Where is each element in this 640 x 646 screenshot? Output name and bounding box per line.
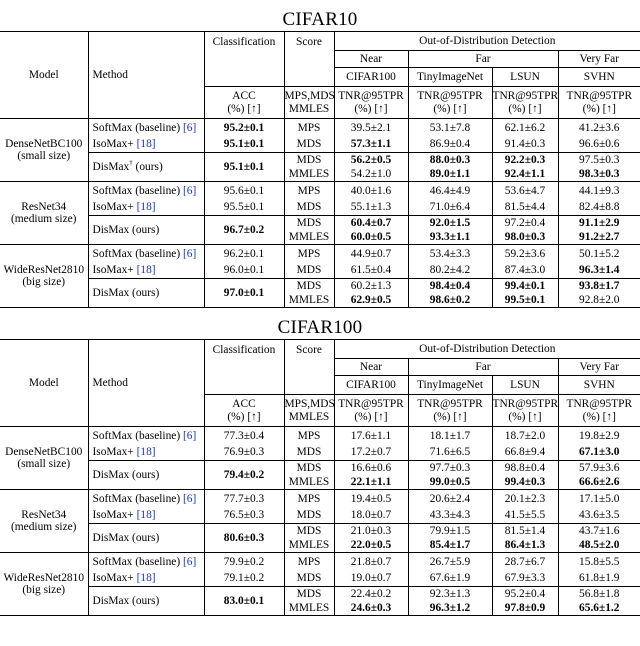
citation-link[interactable]: [6]: [183, 185, 196, 197]
table-row: [0, 570, 640, 587]
value-cell: 93.3±1.1: [408, 230, 492, 245]
results-table-block: [0, 9, 640, 308]
value-cell: 66.8±9.4: [492, 444, 558, 461]
score-sub-label: MPS,MDS: [285, 398, 334, 411]
results-table-block: [0, 317, 640, 616]
table-row: [0, 461, 640, 476]
value-cell: 88.0±0.3: [408, 153, 492, 168]
value-cell: 96.0±0.1: [204, 262, 284, 279]
value-cell: 18.7±2.0: [492, 427, 558, 445]
table-row: [0, 507, 640, 524]
metric-label: TNR@95TPR: [493, 90, 558, 103]
metric-unit: (%) [↑]: [493, 103, 558, 116]
value-cell: 79.4±0.2: [204, 461, 284, 490]
table-row: [0, 444, 640, 461]
method-header: Method: [88, 32, 204, 119]
value-cell: 97.0±0.1: [204, 279, 284, 308]
value-cell: 62.1±6.2: [492, 119, 558, 137]
metric-label: TNR@95TPR: [335, 398, 408, 411]
method-name: IsoMax+: [93, 509, 137, 521]
value-cell: MDS: [284, 587, 334, 602]
citation-link[interactable]: [18]: [137, 572, 156, 584]
model-name: ResNet34: [0, 509, 88, 521]
value-cell: 60.4±0.7: [334, 216, 408, 231]
value-cell: 62.9±0.5: [334, 293, 408, 308]
ood-header: Out-of-Distribution Detection: [334, 32, 640, 51]
value-cell: 95.6±0.1: [204, 182, 284, 200]
value-cell: MMLES: [284, 167, 334, 182]
near-header: Near: [334, 51, 408, 68]
value-cell: 92.0±1.5: [408, 216, 492, 231]
value-cell: 44.9±0.7: [334, 245, 408, 263]
metric-label: TNR@95TPR: [335, 90, 408, 103]
value-cell: 65.6±1.2: [558, 601, 640, 616]
value-cell: 39.5±2.1: [334, 119, 408, 137]
value-cell: 59.2±3.6: [492, 245, 558, 263]
acc-unit: (%) [↑]: [205, 411, 284, 424]
value-cell: MMLES: [284, 293, 334, 308]
value-cell: 19.0±0.7: [334, 570, 408, 587]
value-cell: 43.7±1.6: [558, 524, 640, 539]
value-cell: 97.2±0.4: [492, 216, 558, 231]
dataset-header: SVHN: [558, 376, 640, 395]
value-cell: 86.4±1.3: [492, 538, 558, 553]
table-caption: CIFAR100: [0, 317, 640, 339]
method-name: IsoMax+: [93, 264, 137, 276]
model-header: Model: [0, 32, 88, 119]
citation-link[interactable]: [6]: [183, 430, 196, 442]
header-row: [0, 340, 640, 359]
citation-link[interactable]: [18]: [137, 264, 156, 276]
value-cell: 96.2±0.1: [204, 245, 284, 263]
model-size: (small size): [0, 150, 88, 162]
value-cell: 79.9±0.2: [204, 553, 284, 571]
value-cell: 40.0±1.6: [334, 182, 408, 200]
value-cell: MDS: [284, 524, 334, 539]
score-header: Score: [284, 340, 334, 376]
classification-header: Classification: [204, 32, 284, 68]
metric-unit: (%) [↑]: [409, 411, 492, 424]
value-cell: 55.1±1.3: [334, 199, 408, 216]
value-cell: MMLES: [284, 601, 334, 616]
value-cell: 54.2±1.0: [334, 167, 408, 182]
citation-link[interactable]: [6]: [183, 556, 196, 568]
citation-link[interactable]: [18]: [137, 509, 156, 521]
header-row: [0, 32, 640, 51]
metric-unit: (%) [↑]: [335, 103, 408, 116]
value-cell: 97.8±0.9: [492, 601, 558, 616]
value-cell: 80.6±0.3: [204, 524, 284, 553]
metric-unit: (%) [↑]: [335, 411, 408, 424]
table-row: [0, 245, 640, 263]
model-size: (medium size): [0, 213, 88, 225]
metric-unit: (%) [↑]: [409, 103, 492, 116]
value-cell: 96.6±0.6: [558, 136, 640, 153]
value-cell: 44.1±9.3: [558, 182, 640, 200]
value-cell: 43.6±3.5: [558, 507, 640, 524]
value-cell: 93.8±1.7: [558, 279, 640, 294]
value-cell: 19.8±2.9: [558, 427, 640, 445]
value-cell: 41.2±3.6: [558, 119, 640, 137]
method-name: SoftMax (baseline): [93, 248, 183, 260]
method-name: SoftMax (baseline): [93, 185, 183, 197]
value-cell: 82.4±8.8: [558, 199, 640, 216]
citation-link[interactable]: [6]: [183, 493, 196, 505]
value-cell: 17.2±0.7: [334, 444, 408, 461]
value-cell: 99.5±0.1: [492, 293, 558, 308]
value-cell: 71.6±6.5: [408, 444, 492, 461]
value-cell: 67.9±3.3: [492, 570, 558, 587]
method-name: SoftMax (baseline): [93, 122, 183, 134]
value-cell: 18.1±1.7: [408, 427, 492, 445]
acc-unit: (%) [↑]: [205, 103, 284, 116]
score-header: Score: [284, 32, 334, 68]
value-cell: 60.2±1.3: [334, 279, 408, 294]
value-cell: 89.0±1.1: [408, 167, 492, 182]
value-cell: 19.4±0.5: [334, 490, 408, 508]
value-cell: 83.0±0.1: [204, 587, 284, 616]
value-cell: 99.4±0.1: [492, 279, 558, 294]
value-cell: MDS: [284, 216, 334, 231]
value-cell: 22.4±0.2: [334, 587, 408, 602]
value-cell: 43.3±4.3: [408, 507, 492, 524]
value-cell: MDS: [284, 507, 334, 524]
table-row: [0, 524, 640, 539]
classification-header: Classification: [204, 340, 284, 376]
citation-link[interactable]: [6]: [183, 122, 196, 134]
table-row: [0, 262, 640, 279]
model-name: ResNet34: [0, 201, 88, 213]
value-cell: 92.2±0.3: [492, 153, 558, 168]
value-cell: 66.6±2.6: [558, 475, 640, 490]
value-cell: 61.8±1.9: [558, 570, 640, 587]
value-cell: 92.3±1.3: [408, 587, 492, 602]
paper-tables: [0, 9, 640, 616]
value-cell: 20.1±2.3: [492, 490, 558, 508]
method-name: DisMax: [93, 287, 130, 299]
score-sub-label: MPS,MDS: [285, 90, 334, 103]
far-header: Far: [408, 51, 558, 68]
table-row: [0, 587, 640, 602]
value-cell: MPS: [284, 490, 334, 508]
value-cell: 96.3±1.4: [558, 262, 640, 279]
value-cell: 76.9±0.3: [204, 444, 284, 461]
metric-unit: (%) [↑]: [493, 411, 558, 424]
value-cell: MDS: [284, 279, 334, 294]
value-cell: 21.0±0.3: [334, 524, 408, 539]
very-far-header: Very Far: [558, 51, 640, 68]
value-cell: 99.0±0.5: [408, 475, 492, 490]
method-name: IsoMax+: [93, 446, 137, 458]
value-cell: MPS: [284, 553, 334, 571]
value-cell: 81.5±4.4: [492, 199, 558, 216]
method-name: IsoMax+: [93, 201, 137, 213]
method-name: SoftMax (baseline): [93, 493, 183, 505]
value-cell: 67.1±3.0: [558, 444, 640, 461]
value-cell: 17.6±1.1: [334, 427, 408, 445]
value-cell: 18.0±0.7: [334, 507, 408, 524]
value-cell: 95.2±0.1: [204, 119, 284, 137]
value-cell: 60.0±0.5: [334, 230, 408, 245]
value-cell: 99.4±0.3: [492, 475, 558, 490]
metric-label: TNR@95TPR: [493, 398, 558, 411]
value-cell: 96.3±1.2: [408, 601, 492, 616]
dataset-header: TinyImageNet: [408, 68, 492, 87]
metric-label: TNR@95TPR: [559, 90, 640, 103]
dataset-header: CIFAR100: [334, 68, 408, 87]
method-suffix: (ours): [129, 469, 159, 481]
model-size: (big size): [0, 584, 88, 596]
value-cell: 91.1±2.9: [558, 216, 640, 231]
value-cell: 71.0±6.4: [408, 199, 492, 216]
value-cell: 91.4±0.3: [492, 136, 558, 153]
value-cell: 48.5±2.0: [558, 538, 640, 553]
value-cell: MDS: [284, 199, 334, 216]
value-cell: 98.6±0.2: [408, 293, 492, 308]
value-cell: 76.5±0.3: [204, 507, 284, 524]
method-name: DisMax: [93, 469, 130, 481]
value-cell: 28.7±6.7: [492, 553, 558, 571]
model-size: (medium size): [0, 521, 88, 533]
dataset-header: LSUN: [492, 376, 558, 395]
value-cell: MDS: [284, 461, 334, 476]
value-cell: 67.6±1.9: [408, 570, 492, 587]
table-row: [0, 153, 640, 168]
value-cell: 20.6±2.4: [408, 490, 492, 508]
score-sub-label: MMLES: [285, 103, 334, 116]
citation-link[interactable]: [6]: [183, 248, 196, 260]
table-caption: CIFAR10: [0, 9, 640, 31]
value-cell: 97.7±0.3: [408, 461, 492, 476]
value-cell: MDS: [284, 136, 334, 153]
value-cell: 53.6±4.7: [492, 182, 558, 200]
value-cell: 98.8±0.4: [492, 461, 558, 476]
value-cell: 22.1±1.1: [334, 475, 408, 490]
dataset-header: LSUN: [492, 68, 558, 87]
model-size: (big size): [0, 276, 88, 288]
value-cell: MPS: [284, 245, 334, 263]
value-cell: 92.4±1.1: [492, 167, 558, 182]
method-name: DisMax: [93, 161, 130, 173]
model-name: DenseNetBC100: [0, 446, 88, 458]
results-table: [0, 339, 640, 616]
value-cell: 56.8±1.8: [558, 587, 640, 602]
dataset-header: TinyImageNet: [408, 376, 492, 395]
method-name: IsoMax+: [93, 572, 137, 584]
near-header: Near: [334, 359, 408, 376]
table-row: [0, 136, 640, 153]
value-cell: 87.4±3.0: [492, 262, 558, 279]
score-sub-label: MMLES: [285, 411, 334, 424]
value-cell: 16.6±0.6: [334, 461, 408, 476]
results-table: [0, 31, 640, 308]
very-far-header: Very Far: [558, 359, 640, 376]
table-row: [0, 119, 640, 137]
value-cell: 24.6±0.3: [334, 601, 408, 616]
value-cell: 86.9±0.4: [408, 136, 492, 153]
value-cell: 85.4±1.7: [408, 538, 492, 553]
method-suffix: (ours): [133, 161, 163, 173]
model-name: WideResNet2810: [0, 572, 88, 584]
metric-unit: (%) [↑]: [559, 103, 640, 116]
value-cell: 21.8±0.7: [334, 553, 408, 571]
table-row: [0, 216, 640, 231]
value-cell: 53.1±7.8: [408, 119, 492, 137]
method-suffix: (ours): [129, 595, 159, 607]
acc-label: ACC: [205, 398, 284, 411]
value-cell: MDS: [284, 262, 334, 279]
method-name: DisMax: [93, 532, 130, 544]
method-header: Method: [88, 340, 204, 427]
method-name: DisMax: [93, 224, 130, 236]
value-cell: 46.4±4.9: [408, 182, 492, 200]
value-cell: 57.3±1.1: [334, 136, 408, 153]
dagger-mark: †: [129, 159, 133, 167]
method-suffix: (ours): [129, 532, 159, 544]
value-cell: 79.1±0.2: [204, 570, 284, 587]
value-cell: 96.7±0.2: [204, 216, 284, 245]
value-cell: 15.8±5.5: [558, 553, 640, 571]
value-cell: 95.2±0.4: [492, 587, 558, 602]
value-cell: 98.4±0.4: [408, 279, 492, 294]
value-cell: 81.5±1.4: [492, 524, 558, 539]
model-name: WideResNet2810: [0, 264, 88, 276]
value-cell: 95.5±0.1: [204, 199, 284, 216]
ood-header: Out-of-Distribution Detection: [334, 340, 640, 359]
value-cell: MPS: [284, 182, 334, 200]
table-row: [0, 490, 640, 508]
value-cell: 92.8±2.0: [558, 293, 640, 308]
model-name: DenseNetBC100: [0, 138, 88, 150]
value-cell: 79.9±1.5: [408, 524, 492, 539]
table-row: [0, 553, 640, 571]
citation-link[interactable]: [18]: [137, 201, 156, 213]
value-cell: 53.4±3.3: [408, 245, 492, 263]
value-cell: MPS: [284, 427, 334, 445]
value-cell: 77.7±0.3: [204, 490, 284, 508]
value-cell: 26.7±5.9: [408, 553, 492, 571]
value-cell: MMLES: [284, 475, 334, 490]
value-cell: 98.0±0.3: [492, 230, 558, 245]
method-name: SoftMax (baseline): [93, 430, 183, 442]
value-cell: 56.2±0.5: [334, 153, 408, 168]
metric-unit: (%) [↑]: [559, 411, 640, 424]
model-size: (small size): [0, 458, 88, 470]
dataset-header: SVHN: [558, 68, 640, 87]
method-suffix: (ours): [129, 287, 159, 299]
value-cell: MMLES: [284, 538, 334, 553]
citation-link[interactable]: [18]: [137, 446, 156, 458]
metric-label: TNR@95TPR: [409, 398, 492, 411]
acc-label: ACC: [205, 90, 284, 103]
value-cell: 22.0±0.5: [334, 538, 408, 553]
value-cell: 41.5±5.5: [492, 507, 558, 524]
value-cell: 97.5±0.3: [558, 153, 640, 168]
value-cell: MDS: [284, 153, 334, 168]
metric-label: TNR@95TPR: [559, 398, 640, 411]
far-header: Far: [408, 359, 558, 376]
value-cell: 77.3±0.4: [204, 427, 284, 445]
table-row: [0, 279, 640, 294]
dataset-header: CIFAR100: [334, 376, 408, 395]
value-cell: MDS: [284, 570, 334, 587]
value-cell: 17.1±5.0: [558, 490, 640, 508]
value-cell: 91.2±2.7: [558, 230, 640, 245]
table-row: [0, 182, 640, 200]
citation-link[interactable]: [18]: [137, 138, 156, 150]
value-cell: 57.9±3.6: [558, 461, 640, 476]
model-header: Model: [0, 340, 88, 427]
method-name: DisMax: [93, 595, 130, 607]
method-name: SoftMax (baseline): [93, 556, 183, 568]
value-cell: 98.3±0.3: [558, 167, 640, 182]
value-cell: MPS: [284, 119, 334, 137]
value-cell: 50.1±5.2: [558, 245, 640, 263]
value-cell: MMLES: [284, 230, 334, 245]
value-cell: MDS: [284, 444, 334, 461]
table-row: [0, 427, 640, 445]
value-cell: 61.5±0.4: [334, 262, 408, 279]
method-suffix: (ours): [129, 224, 159, 236]
value-cell: 95.1±0.1: [204, 153, 284, 182]
value-cell: 95.1±0.1: [204, 136, 284, 153]
table-row: [0, 199, 640, 216]
value-cell: 80.2±4.2: [408, 262, 492, 279]
method-name: IsoMax+: [93, 138, 137, 150]
metric-label: TNR@95TPR: [409, 90, 492, 103]
